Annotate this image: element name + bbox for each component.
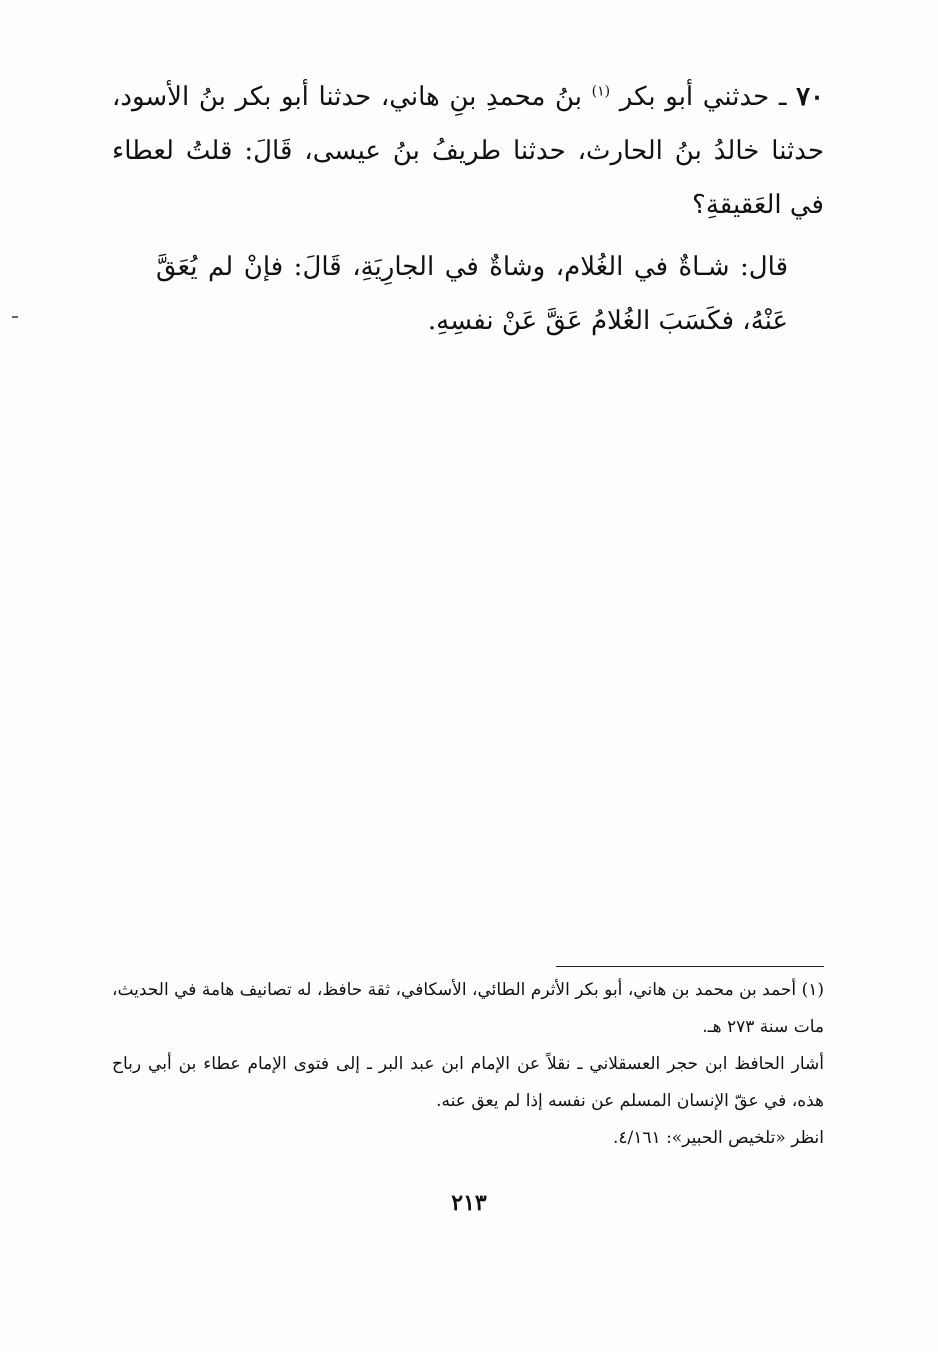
isnad-part-2: بنُ محمدِ بنِ هاني، حدثنا أبو بكر بنُ الأسود، حدثنا خالدُ بنُ الحارث، حدثنا طريفُ بنُ عيسى، قَالَ: قلتُ لعطاء في العَقيقةِ؟	[112, 82, 824, 220]
footnote-1-text: أحمد بن محمد بن هاني، أبو بكر الأثرم الطائي، الأسكافي، ثقة حافظ، له تصانيف هامة في الحديث، مات سنة ٢٧٣ هـ.	[112, 980, 824, 1037]
hadith-dash: ـ	[778, 82, 787, 112]
margin-mark	[12, 316, 18, 318]
footnote-1-reference: انظر «تلخيص الحبير»: ٤/١٦١.	[613, 1128, 824, 1148]
isnad-part-1: حدثني أبو بكر	[619, 82, 770, 112]
footnote-reference[interactable]: (١)	[591, 83, 611, 100]
footnote-marker: (١)	[801, 980, 824, 1000]
main-text	[112, 70, 824, 348]
footnote-1	[112, 972, 824, 1046]
footnotes	[112, 972, 824, 1157]
hadith-paragraph	[112, 70, 824, 232]
page-number: ٢١٣	[451, 1190, 487, 1216]
hadith-number: ٧٠	[796, 82, 825, 112]
footnote-1-continuation: أشار الحافظ ابن حجر العسقلاني ـ نقلاً عن الإمام ابن عبد البر ـ إلى فتوى الإمام عطاء بن أبي رباح هذه، في عقّ الإنسان المسلم عن نفسه إذا لم يعق عنه.	[112, 1054, 824, 1111]
footnote-divider	[556, 966, 824, 967]
hadith-answer: قال: شـاةٌ في الغُلام، وشاةٌ في الجارِيَةِ، قَالَ: فإنْ لم يُعَقَّ عَنْهُ، فكَسَبَ الغُلامُ عَقَّ عَنْ نفسِهِ.	[156, 252, 788, 336]
